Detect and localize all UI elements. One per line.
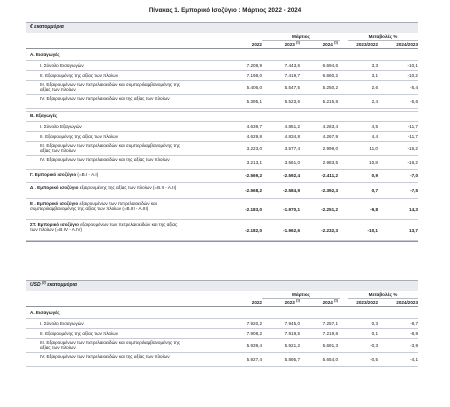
cell-c2: -16,2 xyxy=(407,146,418,151)
eur-unit-label: € εκατομμύρια xyxy=(30,24,64,30)
category-exports: Β. Εξαγωγές xyxy=(26,111,418,122)
row-label: Ι. Σύνολο Εισαγωγών xyxy=(40,63,84,68)
cell-c2: -4,1 xyxy=(410,357,418,362)
cell-c2: -11,7 xyxy=(407,134,418,139)
table-row xyxy=(26,81,418,95)
balance-title: Δ . Εμπορικό ισοζύγιο xyxy=(30,185,79,190)
header-col-change2: 2024/2023 xyxy=(396,42,418,47)
balance-row xyxy=(26,170,418,183)
cell-v2023: 7.918,5 xyxy=(284,331,300,336)
row-label: ΙΙ. Εξαιρουμένης της αξίας των πλοίων xyxy=(40,134,118,139)
cell-v2024: -2.392,3 xyxy=(321,188,338,193)
cell-c2: -5,6 xyxy=(410,99,418,104)
row-label: ΙΙΙ. Εξαιρουμένων των πετρελαιοειδών και συμπεριλαμβανομένης της αξίας των πλοίων xyxy=(40,340,181,351)
cell-v2023: 5.921,2 xyxy=(284,343,300,348)
cell-v2023: 7.443,6 xyxy=(284,63,300,68)
header-col-2024: 2024 $^{(1)}$ xyxy=(322,298,338,305)
header-col-2023: 2023 $^{(1)}$ xyxy=(284,298,300,305)
cell-c2: -10,2 xyxy=(407,73,418,78)
cell-v2022: 7.198,0 xyxy=(246,73,262,78)
table-row xyxy=(26,132,418,142)
balance-title: Ε . Εμπορικό ισοζύγιο xyxy=(30,201,79,206)
cell-v2022: 7.908,2 xyxy=(246,331,262,336)
cell-c2: -8,7 xyxy=(410,321,418,326)
cell-v2022: 5.927,4 xyxy=(246,357,262,362)
cell-c1: 0,3 xyxy=(371,321,378,326)
cell-v2024: 5.691,3 xyxy=(322,343,338,348)
cell-v2022: 3.213,1 xyxy=(246,160,262,165)
header-month-group: Μάρτιος xyxy=(292,292,310,297)
cell-c1: 3,3 xyxy=(371,63,378,68)
cell-c2: -5,4 xyxy=(410,85,418,90)
cell-v2023: 4.851,2 xyxy=(284,124,300,129)
cell-c1: 3,1 xyxy=(371,73,378,78)
cell-c2: -7,5 xyxy=(410,188,418,193)
cell-c2: -11,7 xyxy=(407,124,418,129)
cell-c1: 10,8 xyxy=(369,160,378,165)
row-label: Ι. Σύνολο Εισαγωγών xyxy=(40,321,84,326)
cell-v2023: 4.834,8 xyxy=(284,134,300,139)
eur-unit-bar xyxy=(26,22,418,33)
cell-c2: 13,7 xyxy=(409,228,418,233)
table-row xyxy=(26,142,418,156)
cell-v2024: -2.251,2 xyxy=(321,207,338,212)
cell-v2024: 7.257,1 xyxy=(322,321,338,326)
cell-c2: -16,2 xyxy=(407,160,418,165)
cell-v2024: 4.283,4 xyxy=(322,124,338,129)
balance-row xyxy=(26,220,418,241)
cell-v2024: 5.215,8 xyxy=(322,99,338,104)
balance-description: εξαιρουμένων των πετρελαιοειδών και της αξίας των πλοίων (=B.IV - A.IV) xyxy=(30,222,178,233)
cell-v2022: -2.568,2 xyxy=(245,188,262,193)
category-imports: Α. Εισαγωγές xyxy=(26,51,418,61)
cell-c2: -8,8 xyxy=(410,331,418,336)
cell-v2023: 3.577,4 xyxy=(284,146,300,151)
balance-label xyxy=(30,185,180,190)
cell-v2024: 2.999,0 xyxy=(322,146,338,151)
cell-v2022: 4.639,7 xyxy=(246,124,262,129)
header-col-2022: 2022 xyxy=(251,300,262,305)
cell-c1: -10,1 xyxy=(367,228,378,233)
row-label: ΙΙΙ. Εξαιρουμένων των πετρελαιοειδών και συμπεριλαμβανομένης της αξίας των πλοίων xyxy=(40,143,181,154)
cell-c2: -7,0 xyxy=(410,173,418,178)
eur-table xyxy=(26,22,418,242)
row-label: ΙΙΙ. Εξαιρουμένων των πετρελαιοειδών και συμπεριλαμβανομένης της αξίας των πλοίων xyxy=(40,82,181,93)
usd-table xyxy=(26,280,418,367)
eur-balance-rows xyxy=(26,170,418,241)
table-row xyxy=(26,329,418,339)
cell-c1: 0,1 xyxy=(371,331,378,336)
cell-v2023: -1.970,1 xyxy=(283,207,300,212)
balance-row xyxy=(26,183,418,199)
header-col-2022: 2022 xyxy=(251,42,262,47)
cell-v2022: 7.208,9 xyxy=(246,63,262,68)
cell-v2022: 5.395,1 xyxy=(246,99,262,104)
table-row xyxy=(26,61,418,71)
page-title: Πίνακας 1. Εμπορικό Ισοζύγιο : Μάρτιος 2022 - 2024 xyxy=(148,7,302,14)
balance-label xyxy=(30,172,180,177)
cell-c2: -10,1 xyxy=(407,63,418,68)
cell-c2: -3,9 xyxy=(410,343,418,348)
cell-v2022: -2.183,0 xyxy=(245,207,262,212)
cell-c1: -9,8 xyxy=(370,207,378,212)
cell-c1: -0,5 xyxy=(370,357,378,362)
table-row xyxy=(26,71,418,81)
table-row xyxy=(26,319,418,329)
cell-v2022: 7.920,2 xyxy=(246,321,262,326)
row-label: IV. Εξαιρουμένων των πετρελαιοειδών και της αξίας των πλοίων xyxy=(40,96,170,101)
cell-v2023: 3.561,0 xyxy=(284,160,300,165)
row-label: ΙΙ. Εξαιρουμένης της αξίας των πλοίων xyxy=(40,73,118,78)
header-col-change1: 2023/2022 xyxy=(356,300,378,305)
header-col-2024: 2024 $^{(1)}$ xyxy=(322,40,338,47)
cell-c1: 4,4 xyxy=(371,134,378,139)
table-row xyxy=(26,339,418,353)
cell-c1: 11,0 xyxy=(369,146,378,151)
cell-v2022: 5.939,4 xyxy=(246,343,262,348)
row-label: ΙΙ. Εξαιρουμένης της αξίας των πλοίων xyxy=(40,331,118,336)
row-label: IV. Εξαιρουμένων των πετρελαιοειδών και της αξίας των πλοίων xyxy=(40,354,170,359)
table-row xyxy=(26,122,418,132)
header-month-group: Μάρτιος xyxy=(292,34,310,39)
eur-exports-rows xyxy=(26,122,418,170)
balance-description: (=B.I - A.I) xyxy=(76,172,99,177)
cell-v2022: -2.569,2 xyxy=(245,173,262,178)
cell-c2: 14,3 xyxy=(409,207,418,212)
cell-c1: -0,3 xyxy=(370,343,378,348)
cell-v2024: 2.983,5 xyxy=(322,160,338,165)
cell-v2024: 5.250,2 xyxy=(322,85,338,90)
usd-imports-rows xyxy=(26,319,418,367)
row-label: IV. Εξαιρουμένων των πετρελαιοειδών και της αξίας των πλοίων xyxy=(40,157,170,162)
cell-c1: 4,5 xyxy=(371,124,378,129)
row-label: Ι. Σύνολο Εξαγωγών xyxy=(40,124,82,129)
cell-v2024: 6.694,6 xyxy=(322,63,338,68)
cell-v2024: -2.411,2 xyxy=(321,173,338,178)
cell-c1: 0,7 xyxy=(371,188,378,193)
eur-imports-rows xyxy=(26,61,418,109)
cell-v2024: -2.232,3 xyxy=(321,228,338,233)
balance-label xyxy=(30,201,180,212)
cell-v2022: -2.182,0 xyxy=(245,228,262,233)
cell-v2024: 6.660,2 xyxy=(322,73,338,78)
cell-v2024: 5.654,0 xyxy=(322,357,338,362)
cell-v2023: 5.547,5 xyxy=(284,85,300,90)
balance-title: ΣΤ. Εμπορικό ισοζύγιο xyxy=(30,222,79,227)
cell-v2023: -1.962,6 xyxy=(283,228,300,233)
cell-v2023: -2.592,4 xyxy=(283,173,300,178)
cell-v2024: 7.219,8 xyxy=(322,331,338,336)
table-row xyxy=(26,353,418,367)
header-col-change1: 2023/2022 xyxy=(356,42,378,47)
header-change-group: Μεταβολές % xyxy=(368,292,398,297)
cell-c1: 0,9 xyxy=(371,173,378,178)
header-change-group: Μεταβολές % xyxy=(368,34,398,39)
cell-v2023: 5.895,7 xyxy=(284,357,300,362)
balance-description: εξαιρουμένων των πετρελαιοειδών και συμπεριλαμβανομένης της αξίας των πλοίων (=B.III - A.III) xyxy=(30,201,157,212)
balance-description: εξαιρουμένης της αξίας των πλοίων (=B.II - A.II) xyxy=(78,185,177,190)
table-row xyxy=(26,95,418,109)
balance-row xyxy=(26,199,418,220)
cell-v2022: 3.223,0 xyxy=(246,146,262,151)
balance-title: Γ. Εμπορικό ισοζύγιο xyxy=(30,172,77,177)
table-row xyxy=(26,156,418,170)
header-col-change2: 2024/2023 xyxy=(396,300,418,305)
cell-v2023: 5.523,6 xyxy=(284,99,300,104)
cell-v2023: 7.419,7 xyxy=(284,73,300,78)
cell-v2024: 4.267,9 xyxy=(322,134,338,139)
usd-column-header xyxy=(26,291,418,307)
header-col-2023: 2023 $^{(1)}$ xyxy=(284,40,300,47)
cell-v2022: 5.406,0 xyxy=(246,85,262,90)
usd-unit-label: USD $^{(2)}$ εκατομμύρια xyxy=(30,280,77,288)
eur-column-header xyxy=(26,33,418,49)
cell-c1: 2,6 xyxy=(371,85,378,90)
cell-v2023: -2.584,9 xyxy=(283,188,300,193)
category-imports: Α. Εισαγωγές xyxy=(26,309,418,319)
usd-unit-bar xyxy=(26,280,418,291)
cell-c1: 2,4 xyxy=(371,99,378,104)
balance-label xyxy=(30,222,180,233)
cell-v2023: 7.945,0 xyxy=(284,321,300,326)
cell-v2022: 4.629,8 xyxy=(246,134,262,139)
